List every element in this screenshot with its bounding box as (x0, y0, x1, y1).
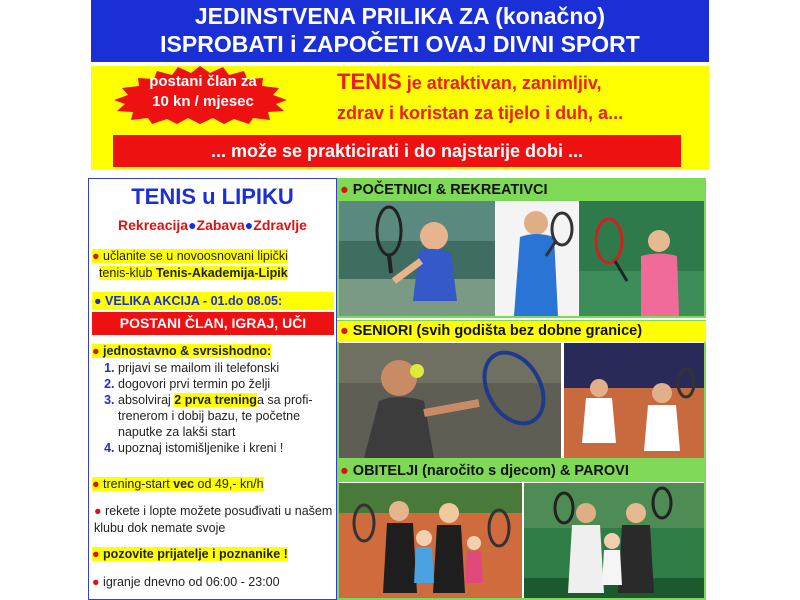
price-amount: od 49,- kn/h (194, 477, 264, 491)
step-item (118, 392, 334, 440)
bullet-icon: ● (244, 217, 254, 233)
steps-list (92, 360, 334, 456)
photo-woman-forehand (339, 201, 495, 316)
age-strip: ... može se prakticirati i do najstarije dobi ... (113, 135, 681, 167)
club-name: Tenis-Akademija-Lipik (155, 266, 288, 280)
bullet-icon: ● (92, 477, 100, 491)
photo-senior-women-court (564, 343, 704, 458)
price-vec: vec (173, 477, 195, 491)
bullet-icon: ● (340, 323, 349, 339)
subtitle-part-2: Zabava (196, 217, 245, 233)
subtitle-part-1: Rekreacija (118, 217, 189, 233)
bullet-icon: ● (188, 217, 197, 233)
photo-woman-pink-shirt (579, 201, 704, 316)
club-title: TENIS u LIPIKU (131, 184, 294, 209)
tenis-line-1 (337, 69, 602, 95)
join-line-1: učlanite se u novoosnovani lipički (103, 249, 288, 263)
photo-senior-man-racket (339, 343, 561, 458)
starburst-line-1: postani član za (149, 73, 257, 90)
step-item: 4. upoznaj istomišljenike i kreni ! (118, 440, 334, 456)
step-3-rest: a sa profi-trenerom i dobij bazu, te početne naputke za lakši start (118, 393, 313, 439)
step-3-highlight: 2 prva trening (174, 393, 257, 407)
bullet-icon: ● (92, 575, 100, 589)
starburst-text (118, 72, 288, 112)
step-3-start: absolviraj (118, 393, 175, 407)
photo-couple-child (524, 483, 704, 598)
bullet-icon: ● (92, 344, 100, 358)
invite-text: pozovite prijatelje i poznanike ! (103, 547, 288, 561)
section-families-header (337, 461, 706, 482)
section-beginners-title: POČETNICI & REKREATIVCI (352, 182, 548, 198)
steps-heading: jednostavno & svrsishodno: (103, 344, 272, 358)
invite-line (92, 546, 334, 563)
photo-man-blue-shirt (496, 201, 578, 316)
equipment-text: rekete i lopte možete posuđivati u našem klubu dok nemate svoje (94, 504, 333, 535)
banner-line-2: ISPROBATI i ZAPOČETI OVAJ DIVNI SPORT (160, 31, 640, 57)
join-line-2a: tenis-klub (98, 266, 156, 280)
steps-block (92, 343, 334, 456)
bullet-icon: ● (340, 463, 349, 479)
hours-line (92, 574, 334, 591)
equipment-note (92, 503, 334, 537)
photo-family-group (339, 483, 522, 598)
section-seniors-title: SENIORI (svih godišta bez dobne granice) (352, 323, 643, 339)
subtitle-part-3: Zdravlje (253, 217, 307, 233)
join-play-learn-banner: POSTANI ČLAN, IGRAJ, UČI (92, 312, 334, 335)
hours-text: igranje dnevno od 06:00 - 23:00 (103, 575, 280, 589)
tenis-line-2: zdrav i koristan za tijelo i duh, a... (337, 103, 624, 123)
join-paragraph (92, 248, 334, 282)
section-seniors-header (337, 321, 706, 342)
bullet-icon: ● (92, 547, 100, 561)
starburst-line-2: 10 kn / mjesec (152, 93, 254, 110)
step-item: 2. dogovori prvi termin po želji (118, 376, 334, 392)
bullet-icon: ● (92, 249, 100, 263)
tenis-line-1-rest: je atraktivan, zanimljiv, (401, 73, 602, 93)
promo-action-banner: ● VELIKA AKCIJA - 01.do 08.05: (92, 292, 334, 310)
section-beginners-header (337, 180, 706, 201)
section-families-title: OBITELJI (naročito s djecom) & PAROVI (352, 463, 629, 479)
price-line (92, 476, 334, 493)
club-subtitle (88, 217, 337, 233)
banner-line-1: JEDINSTVENA PRILIKA ZA (konačno) (194, 3, 606, 29)
top-banner (91, 0, 709, 62)
bullet-icon: ● (340, 182, 349, 198)
step-item: 1. prijavi se mailom ili telefonski (118, 360, 334, 376)
tenis-word: TENIS (337, 69, 402, 94)
bullet-icon: ● (94, 504, 102, 518)
price-prefix: trening-start (103, 477, 174, 491)
